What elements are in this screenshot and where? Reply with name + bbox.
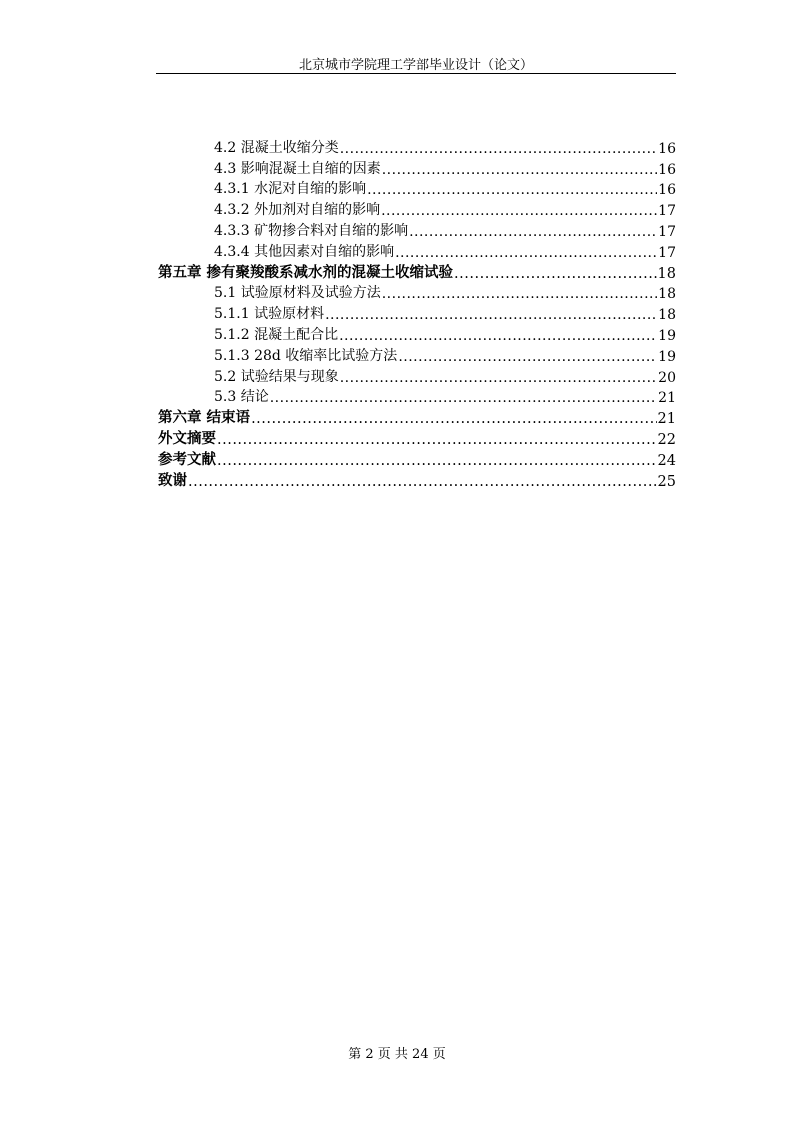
toc-chapter-entry[interactable] (158, 469, 676, 490)
toc-leader-dots (340, 370, 657, 386)
toc-entry-title: 5.1 试验原材料及试验方法 (214, 285, 381, 302)
toc-entry-title: 5.2 试验结果与现象 (214, 368, 339, 385)
toc-entry-page: 17 (658, 223, 676, 240)
toc-entry[interactable] (158, 136, 676, 157)
toc-entry-page: 21 (657, 411, 676, 428)
toc-entry-title: 参考文献 (158, 450, 216, 468)
table-of-contents (158, 136, 676, 490)
toc-chapter-entry[interactable] (158, 406, 676, 427)
toc-leader-dots (382, 162, 657, 178)
toc-leader-dots (217, 432, 657, 448)
toc-entry-page: 16 (658, 140, 676, 157)
toc-leader-dots (398, 349, 657, 365)
toc-entry-title: 4.3.1 水泥对自缩的影响 (214, 181, 367, 198)
toc-entry-title: 第五章 掺有聚羧酸系减水剂的混凝土收缩试验 (158, 263, 454, 281)
toc-entry[interactable] (158, 219, 676, 240)
toc-entry[interactable] (158, 323, 676, 344)
toc-entry-title: 4.3.3 矿物掺合料对自缩的影响 (214, 222, 409, 239)
toc-entry-page: 19 (658, 348, 676, 365)
toc-leader-dots (367, 182, 657, 198)
toc-entry-page: 18 (657, 265, 676, 282)
toc-leader-dots (188, 474, 657, 490)
toc-entry-page: 18 (658, 307, 676, 324)
toc-entry-title: 5.1.1 试验原材料 (214, 306, 325, 323)
toc-leader-dots (251, 411, 656, 427)
toc-leader-dots (454, 266, 657, 282)
toc-entry-page: 18 (658, 286, 676, 303)
toc-entry-page: 19 (658, 327, 676, 344)
toc-entry-page: 16 (658, 182, 676, 199)
toc-entry[interactable] (158, 198, 676, 219)
toc-leader-dots (339, 328, 657, 344)
toc-entry[interactable] (158, 386, 676, 407)
toc-entry-page: 16 (658, 161, 676, 178)
toc-entry-title: 5.1.2 混凝土配合比 (214, 326, 339, 343)
page-header: 北京城市学院理工学部毕业设计（论文） (298, 58, 533, 73)
page-footer: 第 2 页 共 24 页 (348, 1047, 446, 1062)
toc-leader-dots (382, 286, 657, 302)
toc-entry-title: 4.3 影响混凝土自缩的因素 (214, 160, 381, 177)
toc-chapter-entry[interactable] (158, 448, 676, 469)
toc-entry-title: 致谢 (158, 471, 187, 489)
toc-entry-title: 5.1.3 28d 收缩率比试验方法 (214, 347, 398, 364)
toc-leader-dots (340, 141, 657, 157)
header-rule (156, 73, 676, 74)
toc-entry-title: 4.3.4 其他因素对自缩的影响 (214, 243, 395, 260)
toc-entry-title: 第六章 结束语 (158, 409, 251, 427)
toc-entry-title: 外文摘要 (158, 429, 216, 447)
toc-entry-page: 22 (657, 431, 676, 448)
toc-entry[interactable] (158, 282, 676, 303)
toc-entry-page: 24 (657, 452, 676, 469)
toc-entry-page: 25 (657, 473, 676, 490)
toc-entry-page: 17 (658, 244, 676, 261)
toc-entry-title: 5.3 结论 (214, 389, 269, 406)
toc-entry-page: 17 (658, 203, 676, 220)
toc-entry-page: 21 (658, 390, 676, 407)
toc-leader-dots (381, 203, 657, 219)
toc-entry-page: 20 (658, 369, 676, 386)
toc-entry-title: 4.3.2 外加剂对自缩的影响 (214, 202, 381, 219)
toc-leader-dots (270, 390, 657, 406)
toc-entry[interactable] (158, 365, 676, 386)
toc-leader-dots (325, 307, 657, 323)
toc-entry[interactable] (158, 157, 676, 178)
toc-entry[interactable] (158, 240, 676, 261)
toc-leader-dots (409, 224, 657, 240)
toc-entry-title: 4.2 混凝土收缩分类 (214, 139, 339, 156)
toc-entry[interactable] (158, 302, 676, 323)
toc-chapter-entry[interactable] (158, 261, 676, 282)
toc-entry[interactable] (158, 344, 676, 365)
toc-entry[interactable] (158, 178, 676, 199)
toc-leader-dots (395, 245, 657, 261)
toc-leader-dots (217, 453, 657, 469)
toc-chapter-entry[interactable] (158, 427, 676, 448)
